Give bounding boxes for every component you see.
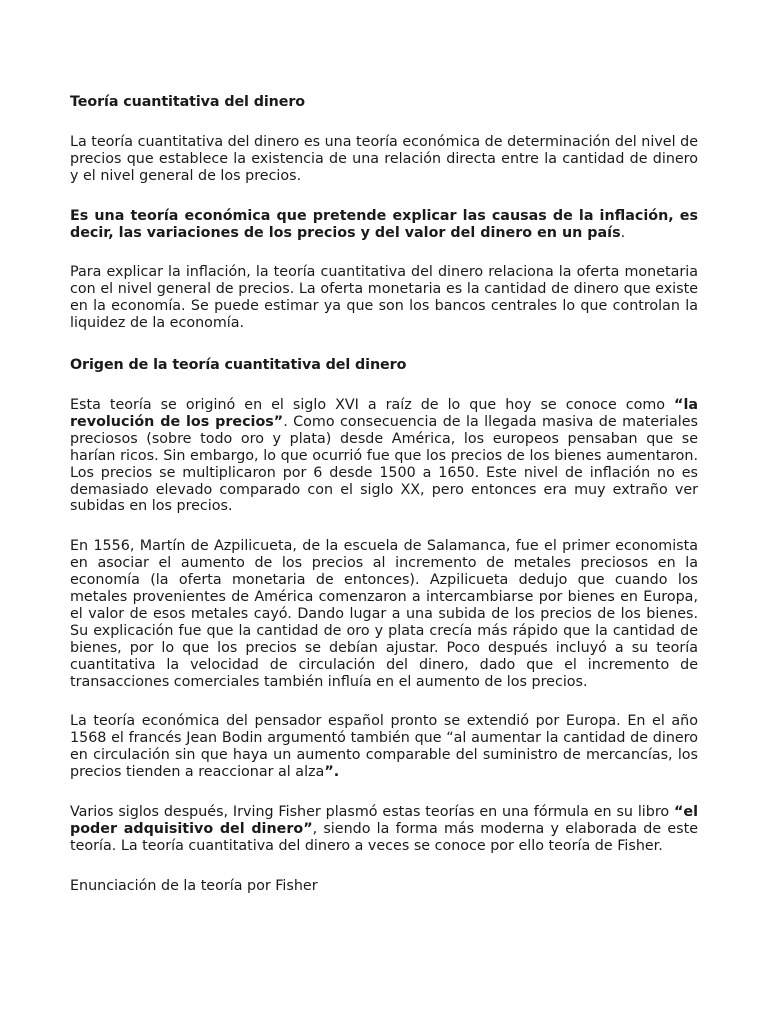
paragraph-fisher-start: Varios siglos después, Irving Fisher plasmó estas teorías en una fórmula en su libro	[70, 804, 674, 821]
paragraph-inflation-text: Para explicar la inflación, la teoría cuantitativa del dinero relaciona la oferta monetaria con el nivel general de precios. La oferta monetaria es la cantidad de dinero que existe en la economía. Se puede estimar ya que son los bancos centrales lo que controlan la liquidez de la economía.	[70, 264, 698, 332]
paragraph-fisher-statement	[70, 878, 698, 895]
paragraph-fisher-statement-text: Enunciación de la teoría por Fisher	[70, 877, 318, 894]
document-body	[70, 94, 698, 895]
document-title: Teoría cuantitativa del dinero	[70, 94, 306, 110]
paragraph-bodin-end: ”.	[324, 764, 340, 781]
paragraph-purpose	[70, 208, 698, 242]
paragraph-origin-quote: “la revolución de los precios”	[70, 396, 698, 430]
paragraph-origin-start: Esta teoría se originó en el siglo XVI a raíz de lo que hoy se conoce como	[70, 396, 675, 413]
paragraph-azpilicueta	[70, 538, 698, 690]
paragraph-fisher-book: “el poder adquisitivo del dinero”	[70, 804, 698, 837]
section-heading-origin: Origen de la teoría cuantitativa del dinero	[70, 357, 407, 374]
paragraph-bodin-start: La teoría económica del pensador español pronto se extendió por Europa. En el año 1568 el francés Jean Bodin argumentó también que	[70, 713, 698, 747]
paragraph-purpose-end: .	[620, 224, 626, 241]
paragraph-fisher-end: , siendo la forma más moderna y elaborada de este teoría. La teoría cuantitativa del dinero a veces se conoce por ello teoría de Fisher.	[70, 821, 698, 854]
paragraph-origin-end: . Como consecuencia de la llegada masiva de materiales preciosos (sobre todo oro y plata) desde América, los europeos pensaban que se harían ricos. Sin embargo, lo que ocurrió fue que los precios de los bienes aumentaron. Los precios se multiplicaron por 6 desde 1500 a 1650. Este nivel de inflación no es demasiado elevado comparado con el siglo XX, pero entonces era muy extraño ver subidas en los precios.	[70, 413, 698, 515]
paragraph-bodin	[70, 713, 698, 781]
paragraph-purpose-bold: Es una teoría económica que pretende explicar las causas de la inflación, es decir, las variaciones de los precios y del valor del dinero en un país	[70, 207, 698, 241]
paragraph-inflation	[70, 264, 698, 332]
paragraph-definition	[70, 134, 698, 185]
paragraph-azpilicueta-text: En 1556, Martín de Azpilicueta, de la escuela de Salamanca, fue el primer economista en asociar el aumento de los precios al incremento de metales preciosos en la economía (la oferta monetaria de entonces). Azpilicueta dedujo que cuando los metales provenientes de América comenzaron a intercambiarse por bienes en Europa, el valor de esos metales cayó. Dando lugar a una subida de los precios de los bienes. Su explicación fue que la cantidad de oro y plata crecía más rápido que la cantidad de bienes, por lo que los precios se debían ajustar. Poco después incluyó a su teoría cuantitativa la velocidad de circulación del dinero, dado que el incremento de transacciones comerciales también influía en el aumento de los precios.	[70, 538, 698, 690]
paragraph-bodin-quote: “al aumentar la cantidad de dinero en circulación sin que haya un aumento comparable del suministro de mercancías, los precios tienden a reaccionar al alza	[70, 730, 698, 781]
paragraph-origin	[70, 397, 698, 515]
paragraph-definition-text: La teoría cuantitativa del dinero es una teoría económica de determinación del nivel de precios que establece la existencia de una relación directa entre la cantidad de dinero y el nivel general de los precios.	[70, 133, 698, 184]
paragraph-fisher	[70, 804, 698, 855]
